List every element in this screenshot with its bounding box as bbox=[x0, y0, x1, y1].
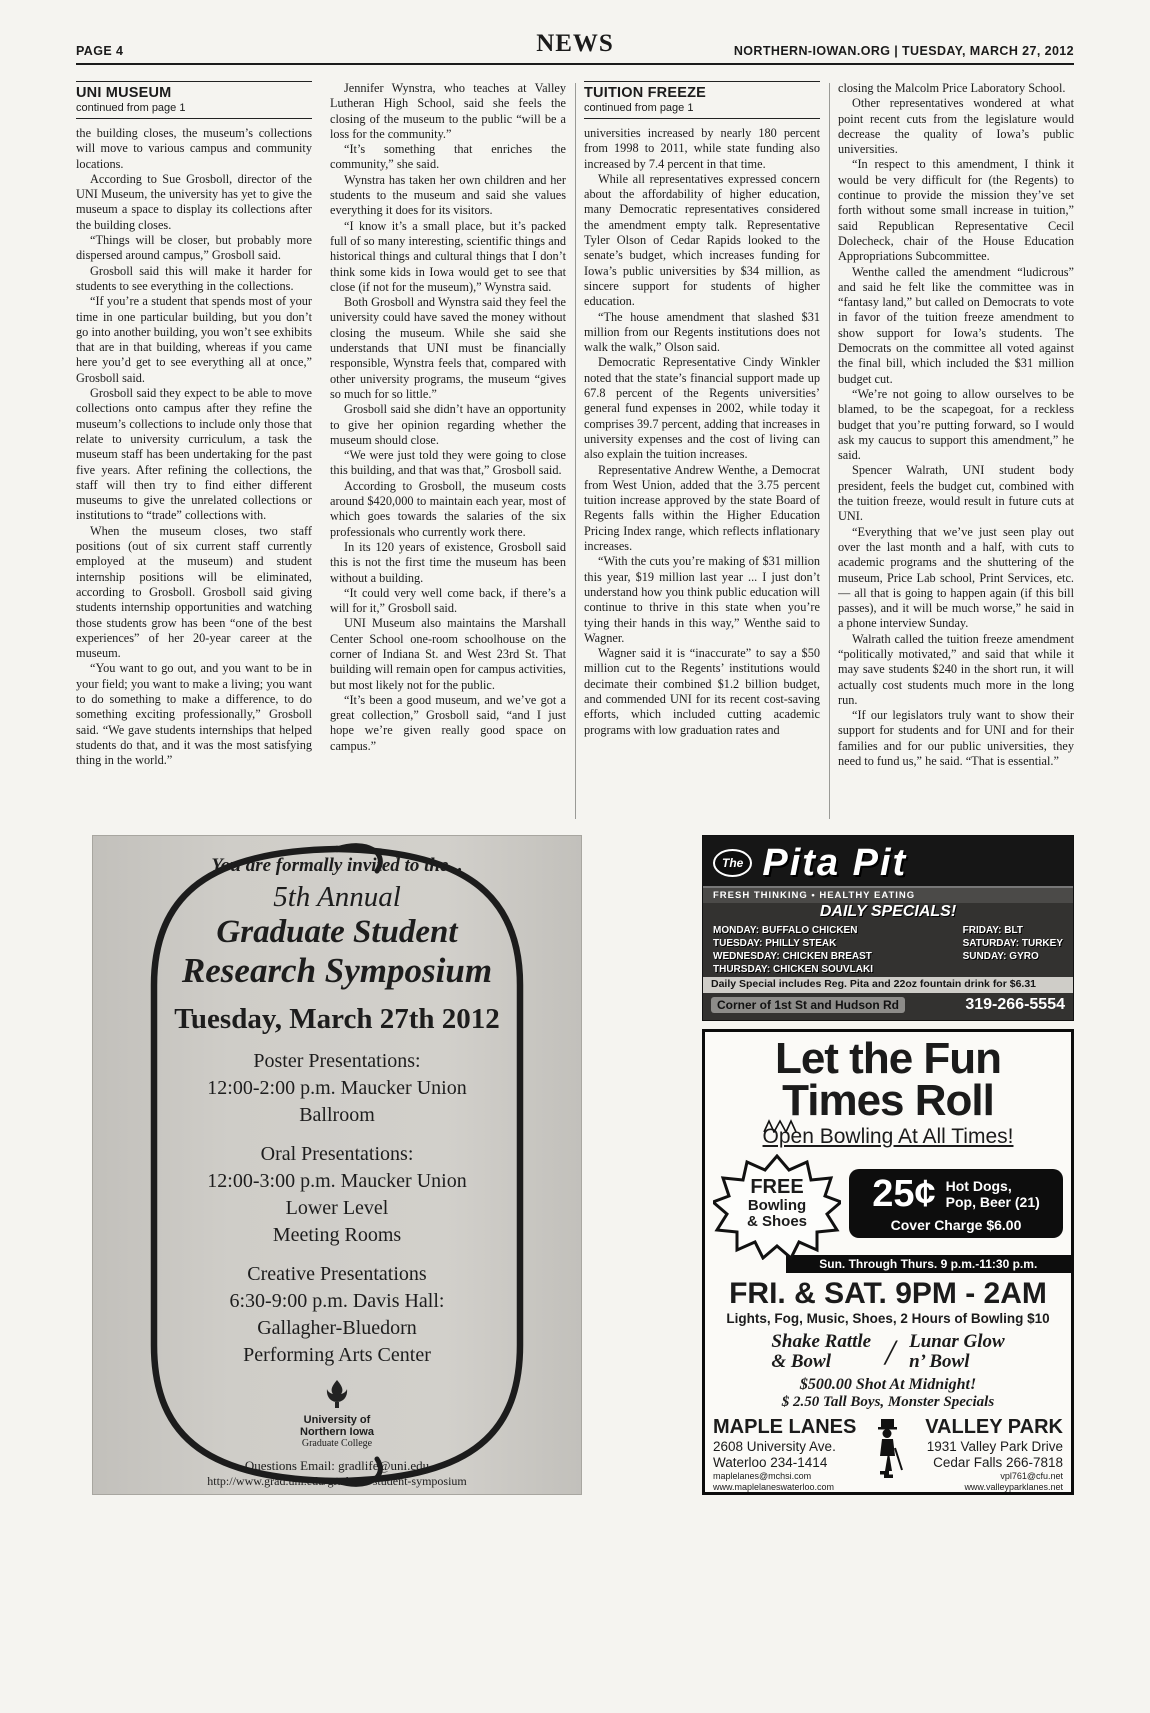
uni-logo-text-2: Northern Iowa bbox=[300, 1426, 374, 1438]
valley-park-phone: Cedar Falls 266-7818 bbox=[933, 1455, 1063, 1470]
schedule-line: 12:00-3:00 p.m. Maucker Union bbox=[207, 1170, 467, 1192]
annual-line: 5th Annual bbox=[273, 881, 401, 913]
daily-specials-title: DAILY SPECIALS! bbox=[819, 903, 957, 920]
paragraph: When the museum closes, two staff positions (out of six current staff currently employed at the museum) and student internship positions will be eliminated, according to Grosboll. Grosboll said giving students internship opportunities and watching those students grow has been “one of the best experiences” of her 20-year career at the museum. bbox=[76, 523, 312, 661]
symposium-ad bbox=[92, 835, 582, 1495]
paragraph: Both Grosboll and Wynstra said they feel the university could have saved the money without closing the museum. While she said she understands that UNI must be financially responsible, Wynstra feels that, compared with other university programs, the museum “gives so much for so little.” bbox=[330, 295, 566, 401]
special-item: FRIDAY: BLT bbox=[962, 925, 1023, 936]
special-item: THURSDAY: CHICKEN SOUVLAKI bbox=[713, 964, 874, 975]
bowling-headline-2: Times Roll bbox=[782, 1076, 994, 1125]
paragraph: “Everything that we’ve just seen play out over the last month and a half, with cuts to academic programs and the shuttering of the museum, Price Lab school, Print Services, etc. — all that is going to happen again (if this bill passes), and it will be much worse,” he said in a phone interview Sunday. bbox=[838, 524, 1074, 631]
site-and-date: NORTHERN-IOWAN.ORG | TUESDAY, MARCH 27, 2012 bbox=[733, 44, 1075, 58]
paragraph: Democratic Representative Cindy Winkler noted that the state’s financial support made up 67.8 percent of the Regents universities’ general fund expenses in 2002, while today it comprises 39.7 percent, adding that increases in university expenses and the cost of living can also explain the tuition increases. bbox=[584, 355, 820, 462]
maple-lanes-web: www.maplelaneswaterloo.com bbox=[713, 1482, 835, 1492]
price-item-2: Pop, Beer (21) bbox=[945, 1193, 1040, 1210]
invite-line: You are formally invited to the... bbox=[211, 855, 463, 876]
daily-special-note: Daily Special includes Reg. Pita and 22oz fountain drink for $6.31 bbox=[703, 977, 1073, 993]
symposium-url: http://www.grad.uni.edu/graduate-student-symposium bbox=[207, 1474, 467, 1488]
open-bowling-line bbox=[705, 1125, 1071, 1151]
paragraph: Wagner said it is “inaccurate” to say a $50 million cut to the Regents’ institutions would decimate their combined $1.2 billion budget, and commended UNI for its recent cost-saving efforts, which included cutting academic programs with low graduation rates and bbox=[584, 646, 820, 737]
pita-pit-logo bbox=[703, 836, 1073, 888]
pita-pit-phone: 319-266-5554 bbox=[965, 996, 1065, 1013]
paragraph: “It’s been a good museum, and we’ve got a great collection,” Grosboll said, “and I just hope we’re given really good space on campus.” bbox=[330, 692, 566, 753]
schedule-line: Meeting Rooms bbox=[272, 1224, 402, 1246]
price-box bbox=[849, 1169, 1063, 1238]
tuition-column-1 bbox=[584, 81, 820, 823]
paragraph: Spencer Walrath, UNI student body president, feels the budget cut, combined with the tuition freeze, would result in future cuts at UNI. bbox=[838, 463, 1074, 524]
specials-right bbox=[963, 924, 1063, 976]
pita-pit-ad bbox=[702, 835, 1074, 1021]
pita-pit-address: Corner of 1st St and Hudson Rd bbox=[711, 997, 905, 1013]
free-bowling-starburst bbox=[713, 1154, 841, 1252]
divider-slash: / bbox=[885, 1332, 896, 1372]
pita-pit-tagline: FRESH THINKING • HEALTHY EATING bbox=[703, 888, 1073, 903]
shake-rattle-line1: Shake Rattle bbox=[771, 1331, 872, 1352]
daily-specials-list bbox=[703, 923, 1073, 977]
shake-rattle-line2: & Bowl bbox=[771, 1351, 831, 1372]
paragraph: “Things will be closer, but probably more dispersed around campus,” Grosboll said. bbox=[76, 233, 312, 263]
special-item: SUNDAY: GYRO bbox=[962, 951, 1039, 962]
deal-row bbox=[705, 1151, 1071, 1251]
paragraph: the building closes, the museum’s collections will move to various campus and community locations. bbox=[76, 126, 312, 171]
paragraph: Representative Andrew Wenthe, a Democrat from West Union, added that the 3.75 percent tuition increase approved by the state Board of Regents falls within the Higher Education Pricing Index range, which reflects inflationary increases. bbox=[584, 462, 820, 554]
schedule-line: Lower Level bbox=[285, 1197, 389, 1219]
paragraph: Grosboll said this will make it harder for students to see everything in the collections. bbox=[76, 263, 312, 293]
paragraph: While all representatives expressed concern about the affordability of higher education, many Democratic representatives considered the amendment empty talk. Representative Tyler Olson of Cedar Rapids looked to the senate’s budget, which increases funding for Iowa’s public universities by $34 million, as sincere support for students of higher education. bbox=[584, 171, 820, 309]
event-date: Tuesday, March 27th 2012 bbox=[174, 1003, 500, 1035]
maple-lanes-email: maplelanes@mchsi.com bbox=[713, 1471, 812, 1481]
page-header bbox=[76, 30, 1074, 65]
maple-lanes-address: 2608 University Ave. bbox=[713, 1439, 836, 1454]
pita-pit-footer bbox=[703, 993, 1073, 1014]
creative-presentations bbox=[92, 1261, 582, 1369]
tuition-slug bbox=[584, 81, 820, 119]
paragraph: According to Sue Grosboll, director of the UNI Museum, the university has yet to give the museum a space to display its collections after the building closes. bbox=[76, 171, 312, 232]
free-bowling-label: Bowling bbox=[747, 1196, 807, 1214]
section-title: NEWS bbox=[536, 30, 614, 57]
price-item-1: Hot Dogs, bbox=[945, 1177, 1012, 1194]
paragraph: “In respect to this amendment, I think it would be very difficult for (the Regents) to continue to provide the mission they’ve set forth without some small increase in tuition,” said Republican Representative Cecil Dolecheck, chair of the House Education Appropriations Subcommittee. bbox=[838, 157, 1074, 264]
weekday-hours-bar: Sun. Through Thurs. 9 p.m.-11:30 p.m. bbox=[786, 1255, 1071, 1273]
valley-park-block bbox=[915, 1416, 1063, 1493]
symposium-ad-content bbox=[92, 835, 582, 1489]
paragraph: Wynstra has taken her own children and her students to the museum and said she values everything it does for its visitors. bbox=[330, 172, 566, 218]
valley-park-address: 1931 Valley Park Drive bbox=[926, 1439, 1063, 1454]
open-bowling-text: Open Bowling At All Times! bbox=[762, 1125, 1014, 1148]
title-line-1: Graduate Student bbox=[216, 914, 458, 950]
article-columns bbox=[76, 81, 1074, 823]
special-item: MONDAY: BUFFALO CHICKEN bbox=[713, 925, 858, 936]
paragraph: Jennifer Wynstra, who teaches at Valley Lutheran High School, said she feels the closing of the museum to the public “will be a loss for the community.” bbox=[330, 81, 566, 141]
maple-lanes-name: MAPLE LANES bbox=[713, 1416, 857, 1438]
chaplin-figure-icon bbox=[866, 1416, 910, 1493]
advertisement-row bbox=[76, 835, 1074, 1495]
features-line: Lights, Fog, Music, Shoes, 2 Hours of Bowling $10 bbox=[726, 1311, 1050, 1326]
special-item: TUESDAY: PHILLY STEAK bbox=[713, 938, 837, 949]
paragraph: UNI Museum also maintains the Marshall Center School one-room schoolhouse on the corner of Indiana St. and West 23rd St. That building will remain open for campus activities, but most likely not for the public. bbox=[330, 616, 566, 692]
specials-left bbox=[713, 924, 873, 976]
paragraph: “I know it’s a small place, but it’s packed full of so many interesting, scientific things and historical things and cultural things that I don’t think some kids in Iowa would get to see that close (if not for the museum),” Wynstra said. bbox=[330, 218, 566, 294]
paragraph: In its 120 years of existence, Grosboll said this is not the first time the museum has been without a building. bbox=[330, 539, 566, 585]
uni-logo-text-1: University of bbox=[303, 1414, 371, 1426]
bowling-headline-1: Let the Fun bbox=[774, 1034, 1002, 1083]
paragraph: “We were just told they were going to close this building, and that was that,” Grosboll said. bbox=[330, 448, 566, 478]
title-line-2: Research Symposium bbox=[181, 951, 493, 990]
pita-pit-name: Pita Pit bbox=[762, 841, 908, 884]
contact-email: Questions Email: gradlife@uni.edu bbox=[244, 1458, 430, 1473]
paragraph: “It’s something that enriches the community,” she said. bbox=[330, 142, 566, 172]
theme-nights-row bbox=[705, 1331, 1071, 1373]
torch-icon bbox=[324, 1379, 350, 1409]
column-divider bbox=[829, 83, 830, 819]
oral-presentations bbox=[92, 1141, 582, 1249]
valley-park-email: vpl761@cfu.net bbox=[1000, 1471, 1063, 1481]
museum-column-2 bbox=[330, 81, 566, 823]
paragraph: Wenthe called the amendment “ludicrous” and said he felt like the committee was in “fantasy land,” but called on Democrats to vote in favor of the tuition freeze amendment to show support for Iowa’s students. The Democrats on the committee all voted against the final bill, which included the $31 million budget cut. bbox=[838, 264, 1074, 386]
poster-presentations bbox=[92, 1048, 582, 1129]
shake-rattle-bowl bbox=[771, 1332, 871, 1372]
tuition-body-col2 bbox=[838, 81, 1074, 769]
museum-continued-note: continued from page 1 bbox=[76, 102, 186, 114]
museum-slug bbox=[76, 81, 312, 119]
uni-logo-text-3: Graduate College bbox=[301, 1438, 373, 1449]
crown-doodle-icon bbox=[763, 1119, 797, 1133]
valley-park-name: VALLEY PARK bbox=[925, 1416, 1063, 1438]
cover-charge: Cover Charge $6.00 bbox=[890, 1216, 1022, 1233]
valley-park-web: www.valleyparklanes.net bbox=[964, 1482, 1063, 1492]
bowling-ad bbox=[702, 1029, 1074, 1495]
maple-lanes-phone: Waterloo 234-1414 bbox=[713, 1455, 828, 1470]
schedule-line: Creative Presentations bbox=[247, 1263, 427, 1285]
tuition-slug-title: TUITION FREEZE bbox=[584, 85, 707, 101]
pita-pit-the-badge: The bbox=[713, 849, 752, 877]
paragraph: Grosboll said they expect to be able to move collections onto campus after they refine the museum’s collections to include only those that relate to university curriculum, a task the museum staff has been undertaking for the past five years. After refining the collections, the staff will then try to find either different museums to give the unrelated collections or institutions to “trade” collections with. bbox=[76, 386, 312, 523]
special-item: WEDNESDAY: CHICKEN BREAST bbox=[713, 951, 872, 962]
free-shoes-label: & Shoes bbox=[746, 1212, 807, 1230]
paragraph: “We’re not going to allow ourselves to be blamed, to be the scapegoat, for a reckless budget that you’re putting forward, so I would ask my caucus to support this amendment,” he said. bbox=[838, 386, 1074, 463]
paragraph: closing the Malcolm Price Laboratory School. bbox=[838, 81, 1066, 95]
midnight-shot-line: $500.00 Shot At Midnight! bbox=[799, 1376, 977, 1393]
paragraph: “If our legislators truly want to show their support for students and for UNI and for their families and for our public universities, they need to fund us,” he said. “That is essential.” bbox=[838, 708, 1074, 769]
paragraph: Walrath called the tuition freeze amendment “politically motivated,” and said that while it may save students $240 in the short run, it will actually cost students much more in the long run. bbox=[838, 631, 1074, 707]
lunar-glow-line1: Lunar Glow bbox=[909, 1331, 1005, 1352]
paragraph: “The house amendment that slashed $31 million from our Regents institutions does not walk the walk,” Olson said. bbox=[584, 309, 820, 355]
column-divider bbox=[575, 83, 576, 819]
tall-boys-line: $ 2.50 Tall Boys, Monster Specials bbox=[781, 1394, 995, 1410]
schedule-line: 6:30-9:00 p.m. Davis Hall: bbox=[229, 1290, 445, 1312]
right-ad-stack bbox=[702, 835, 1074, 1495]
paragraph: According to Grosboll, the museum costs around $420,000 to maintain each year, most of which goes towards the salaries of the six professionals who currently work there. bbox=[330, 478, 566, 539]
tuition-column-2 bbox=[838, 81, 1074, 823]
tuition-continued-note: continued from page 1 bbox=[584, 102, 694, 114]
schedule-line: Performing Arts Center bbox=[243, 1344, 431, 1366]
tuition-body-col1 bbox=[584, 126, 820, 738]
maple-lanes-block bbox=[713, 1416, 861, 1493]
paragraph: “You want to go out, and you want to be in your field; you want to make a living; you want to do something to make a difference, to do something exciting professionally,” Grosboll said. “We gave students internships that helped students do that, and it was the most satisfying thing in the world.” bbox=[76, 661, 312, 768]
museum-body-col2 bbox=[330, 81, 566, 754]
locations-row bbox=[705, 1411, 1071, 1493]
special-item: SATURDAY: TURKEY bbox=[962, 938, 1063, 949]
price-25-cents: 25¢ bbox=[872, 1172, 936, 1215]
museum-slug-title: UNI MUSEUM bbox=[76, 85, 172, 101]
schedule-line: Gallagher-Bluedorn bbox=[257, 1317, 417, 1339]
price-items bbox=[946, 1178, 1040, 1210]
paragraph: “If you’re a student that spends most of your time in one particular building, but you don’t go into another building, you won’t see exhibits that are in that building, whereas if you came here you’d get to see everything all at once,” Grosboll said. bbox=[76, 294, 312, 385]
fri-sat-hours: FRI. & SAT. 9PM - 2AM bbox=[729, 1277, 1047, 1310]
paragraph: universities increased by nearly 180 percent from 1998 to 2011, while state funding also increased by 7.4 percent in that time. bbox=[584, 126, 820, 171]
lunar-glow-bowl bbox=[909, 1332, 1005, 1372]
museum-body-col1 bbox=[76, 126, 312, 768]
free-label: FREE bbox=[750, 1175, 804, 1198]
lunar-glow-line2: n’ Bowl bbox=[909, 1351, 970, 1372]
page-number: PAGE 4 bbox=[76, 44, 124, 58]
uni-logo bbox=[92, 1379, 582, 1450]
paragraph: Grosboll said she didn’t have an opportunity to give her opinion regarding whether the museum should close. bbox=[330, 402, 566, 447]
schedule-line: Poster Presentations: bbox=[253, 1050, 421, 1072]
paragraph: “With the cuts you’re making of $31 million this year, $19 million last year ... I just don’t understand how you think public education will continue to thrive in this state when you’re tying their hands in this way,” Wenthe said to Wagner. bbox=[584, 554, 820, 645]
paragraph: Other representatives wondered at what point recent cuts from the legislature would decrease the quality of Iowa’s public universities. bbox=[838, 96, 1074, 157]
museum-column-1 bbox=[76, 81, 312, 823]
schedule-line: Ballroom bbox=[299, 1104, 375, 1126]
schedule-line: 12:00-2:00 p.m. Maucker Union bbox=[207, 1077, 467, 1099]
paragraph: “It could very well come back, if there’s a will for it,” Grosboll said. bbox=[330, 585, 566, 616]
schedule-line: Oral Presentations: bbox=[260, 1143, 414, 1165]
